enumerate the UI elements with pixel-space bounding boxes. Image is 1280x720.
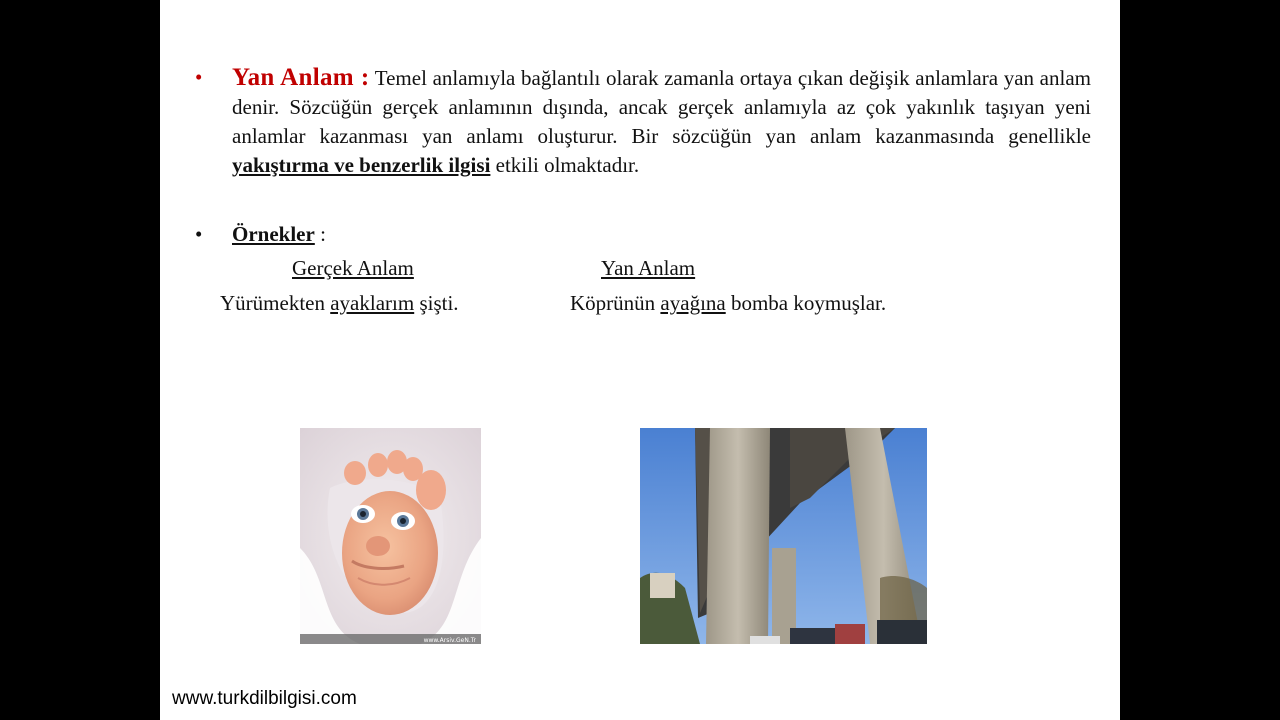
col1-word: ayaklarım [330,291,415,315]
term-title: Yan Anlam : [232,64,370,91]
col2-word: ayağına [660,291,726,315]
bullet-marker: • [195,65,203,89]
bullet-marker: • [195,222,203,246]
bridge-photo [640,428,927,644]
examples-label: Örnekler [232,222,315,246]
definition-text-2: etkili olmaktadır. [490,153,640,177]
col2-example [570,291,886,316]
col2-pre: Köprünün [570,291,661,315]
watermark-text: www.Arsiv.GeN.Tr [423,637,476,644]
foot-face-photo [300,428,481,644]
col1-header: Gerçek Anlam [292,256,414,280]
definition-text-1: Temel anlamıyla bağlantılı olarak zamanla ortaya çıkan değişik anlamlara yan anlam denir. Sözcüğün gerçek anlamının dışında, ancak gerçek anlamıyla az çok yakınlık taşıyan yeni anlamlar kazanması yan anlamı oluşturur. Bir sözcüğün yan anlam kazanmasında genellikle [232,66,1091,148]
footer-url: www.turkdilbilgisi.com [172,688,357,709]
col1-pre: Yürümekten [220,291,331,315]
slide [160,0,1120,720]
col1-example [220,291,459,316]
col2-header: Yan Anlam [601,256,696,280]
col2-post: bomba koymuşlar. [725,291,887,315]
examples-heading [232,220,1091,249]
examples-colon: : [314,222,326,246]
col1-post: şişti. [414,291,459,315]
definition-emphasis: yakıştırma ve benzerlik ilgisi [232,153,491,177]
definition-paragraph [232,63,1091,180]
